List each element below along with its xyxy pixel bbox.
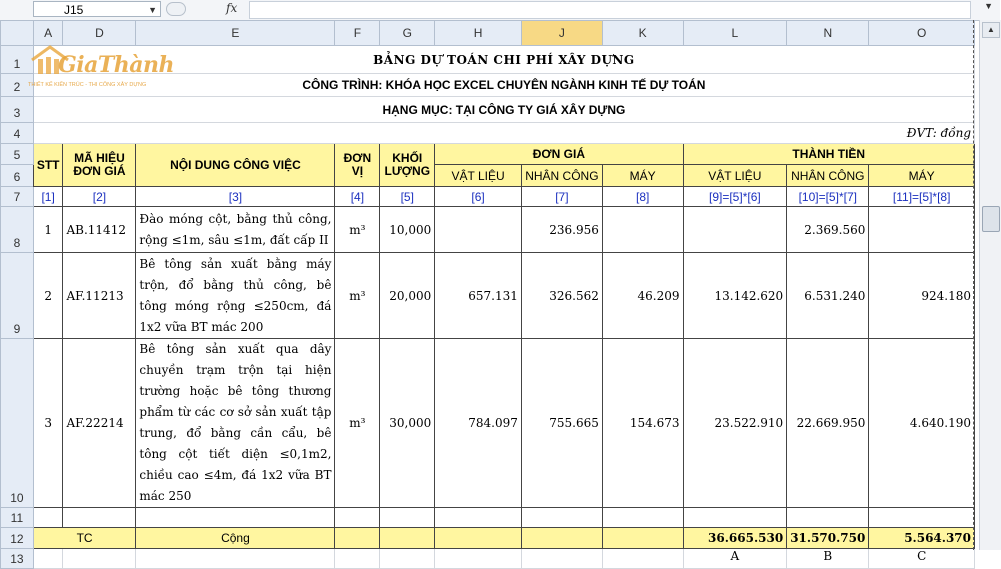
empty-total-cell[interactable] (602, 528, 683, 549)
cell-quantity[interactable]: 20,000 (380, 253, 435, 339)
column-header[interactable]: K (602, 21, 683, 46)
vertical-scrollbar[interactable] (979, 20, 1001, 550)
empty-total-cell[interactable] (380, 528, 435, 549)
empty-cell[interactable] (869, 508, 975, 528)
work-item-name[interactable]: HẠNG MỤC: TẠI CÔNG TY GIÁ XÂY DỰNG (33, 97, 974, 123)
empty-cell[interactable] (521, 508, 602, 528)
formula-input[interactable] (249, 1, 971, 19)
total-machine[interactable]: 5.564.370 (869, 528, 975, 549)
empty-cell[interactable] (33, 549, 63, 569)
footer-letter-a[interactable]: A (683, 549, 787, 569)
row-header[interactable]: 1 (1, 46, 34, 74)
name-box[interactable] (33, 1, 161, 17)
empty-cell[interactable] (136, 549, 335, 569)
cell-reference: J15 (64, 3, 84, 17)
worksheet-table (0, 20, 975, 569)
empty-cell[interactable] (63, 508, 136, 528)
empty-total-cell[interactable] (435, 528, 522, 549)
cell-code[interactable]: AF.11213 (63, 253, 136, 339)
cell-price-material[interactable]: 784.097 (435, 339, 522, 508)
empty-cell[interactable] (602, 549, 683, 569)
cell-price-machine[interactable]: 46.209 (602, 253, 683, 339)
total-label[interactable]: TC (33, 528, 136, 549)
cell-description[interactable]: Bê tông sản xuất bằng máy trộn, đổ bằng thủ công, bê tông móng rộng ≤250cm, đá 1x2 vữa BT mác 200 (136, 253, 335, 339)
row-header[interactable]: 3 (1, 97, 34, 123)
cell-code[interactable]: AF.22214 (63, 339, 136, 508)
cell-stt[interactable]: 3 (33, 339, 63, 508)
index-cell[interactable]: [11]=[5]*[8] (869, 187, 975, 207)
index-cell[interactable]: [9]=[5]*[6] (683, 187, 787, 207)
index-cell[interactable]: [10]=[5]*[7] (787, 187, 869, 207)
cell-amount-labor[interactable]: 22.669.950 (787, 339, 869, 508)
formula-bar (0, 0, 1000, 21)
cell-price-machine[interactable]: 154.673 (602, 339, 683, 508)
column-header[interactable]: O (869, 21, 975, 46)
header-price-labor[interactable]: NHÂN CÔNG (521, 165, 602, 187)
cell-stt[interactable]: 2 (33, 253, 63, 339)
sheet-title[interactable]: BẢNG DỰ TOÁN CHI PHÍ XÂY DỰNG (33, 46, 974, 74)
formula-splitter[interactable] (166, 2, 186, 16)
empty-cell[interactable] (33, 508, 63, 528)
row-header[interactable]: 11 (1, 508, 34, 528)
column-header[interactable]: E (136, 21, 335, 46)
empty-total-cell[interactable] (335, 528, 380, 549)
cell-price-material[interactable]: 657.131 (435, 253, 522, 339)
header-unit-price[interactable]: ĐƠN GIÁ (435, 144, 683, 165)
cell-description[interactable]: Đào móng cột, bằng thủ công, rộng ≤1m, sâu ≤1m, đất cấp II (136, 207, 335, 253)
cell-price-material[interactable] (435, 207, 522, 253)
insert-function-icon[interactable]: fx (226, 1, 238, 15)
cell-amount-labor[interactable]: 6.531.240 (787, 253, 869, 339)
column-header[interactable]: F (335, 21, 380, 46)
footer-letter-c[interactable]: C (869, 549, 975, 569)
index-cell[interactable]: [3] (136, 187, 335, 207)
logo-tagline: THIẾT KẾ KIẾN TRÚC - THI CÔNG XÂY DỰNG (28, 82, 147, 88)
cell-amount-material[interactable]: 13.142.620 (683, 253, 787, 339)
cell-amount-material[interactable]: 23.522.910 (683, 339, 787, 508)
empty-cell[interactable] (435, 549, 522, 569)
header-amount[interactable]: THÀNH TIỀN (683, 144, 974, 165)
index-cell[interactable]: [5] (380, 187, 435, 207)
scroll-thumb[interactable] (982, 206, 1000, 232)
cell-quantity[interactable]: 30,000 (380, 339, 435, 508)
select-all-corner[interactable] (1, 21, 34, 46)
column-header[interactable]: A (33, 21, 63, 46)
cell-amount-machine[interactable]: 4.640.190 (869, 339, 975, 508)
header-quantity[interactable]: KHỐI LƯỢNG (380, 144, 435, 187)
footer-letter-b[interactable]: B (787, 549, 869, 569)
row-header[interactable]: 9 (1, 253, 34, 339)
expand-formula-bar-icon[interactable]: ▼ (984, 1, 993, 11)
index-cell[interactable]: [2] (63, 187, 136, 207)
scroll-up-icon[interactable]: ▲ (982, 22, 1000, 38)
header-amount-machine[interactable]: MÁY (869, 165, 975, 187)
header-stt[interactable]: STT (33, 144, 63, 187)
cell-price-labor[interactable]: 236.956 (521, 207, 602, 253)
unit-note[interactable]: ĐVT: đồng (33, 123, 974, 144)
row-header[interactable]: 7 (1, 187, 34, 207)
total-text[interactable]: Cộng (136, 528, 335, 549)
index-cell[interactable]: [7] (521, 187, 602, 207)
empty-cell[interactable] (683, 508, 787, 528)
cell-unit[interactable]: m³ (335, 253, 380, 339)
cell-price-labor[interactable]: 326.562 (521, 253, 602, 339)
index-cell[interactable]: [8] (602, 187, 683, 207)
empty-cell[interactable] (602, 508, 683, 528)
index-cell[interactable]: [6] (435, 187, 522, 207)
row-header[interactable]: 2 (1, 74, 34, 97)
column-header[interactable]: G (380, 21, 435, 46)
row-header[interactable]: 10 (1, 339, 34, 508)
cell-amount-labor[interactable]: 2.369.560 (787, 207, 869, 253)
index-cell[interactable]: [1] (33, 187, 63, 207)
empty-cell[interactable] (435, 508, 522, 528)
row-header[interactable]: 12 (1, 528, 34, 549)
project-name[interactable]: CÔNG TRÌNH: KHÓA HỌC EXCEL CHUYÊN NGÀNH KINH TẾ DỰ TOÁN (33, 74, 974, 97)
empty-cell[interactable] (63, 549, 136, 569)
row-header[interactable]: 4 (1, 123, 34, 144)
header-price-machine[interactable]: MÁY (602, 165, 683, 187)
total-labor[interactable]: 31.570.750 (787, 528, 869, 549)
column-header[interactable]: N (787, 21, 869, 46)
brand-logo (28, 44, 175, 94)
empty-cell[interactable] (335, 508, 380, 528)
cell-price-labor[interactable]: 755.665 (521, 339, 602, 508)
empty-cell[interactable] (380, 549, 435, 569)
cell-price-machine[interactable] (602, 207, 683, 253)
spreadsheet-grid[interactable] (0, 20, 975, 566)
empty-cell[interactable] (136, 508, 335, 528)
header-content[interactable]: NỘI DUNG CÔNG VIỆC (136, 144, 335, 187)
row-header[interactable]: 5 (1, 144, 34, 165)
cell-amount-machine[interactable]: 924.180 (869, 253, 975, 339)
column-header-selected[interactable]: J (521, 21, 602, 46)
row-header[interactable]: 13 (1, 549, 34, 569)
empty-cell[interactable] (521, 549, 602, 569)
empty-total-cell[interactable] (521, 528, 602, 549)
empty-cell[interactable] (787, 508, 869, 528)
cell-amount-material[interactable] (683, 207, 787, 253)
page-break-line (973, 20, 974, 550)
cell-quantity[interactable]: 10,000 (380, 207, 435, 253)
column-header[interactable]: H (435, 21, 522, 46)
cell-stt[interactable]: 1 (33, 207, 63, 253)
header-amount-material[interactable]: VẬT LIỆU (683, 165, 787, 187)
total-material[interactable]: 36.665.530 (683, 528, 787, 549)
column-header[interactable]: D (63, 21, 136, 46)
empty-cell[interactable] (335, 549, 380, 569)
cell-description[interactable]: Bê tông sản xuất qua dây chuyền trạm trộn tại hiện trường hoặc bê tông thương phẩm từ các cơ sở sản xuất tập trung, đổ bằng cần cẩu, bê tông cột tiết diện ≤0,1m2, chiều cao ≤4m, đá 1x2 vữa BT mác 250 (136, 339, 335, 508)
cell-unit[interactable]: m³ (335, 207, 380, 253)
chevron-down-icon[interactable]: ▼ (148, 5, 157, 15)
cell-code[interactable]: AB.11412 (63, 207, 136, 253)
column-header[interactable]: L (683, 21, 787, 46)
index-cell[interactable]: [4] (335, 187, 380, 207)
cell-amount-machine[interactable] (869, 207, 975, 253)
header-amount-labor[interactable]: NHÂN CÔNG (787, 165, 869, 187)
cell-unit[interactable]: m³ (335, 339, 380, 508)
header-unit[interactable]: ĐƠN VỊ (335, 144, 380, 187)
empty-cell[interactable] (380, 508, 435, 528)
header-price-material[interactable]: VẬT LIỆU (435, 165, 522, 187)
row-header[interactable]: 8 (1, 207, 34, 253)
logo-text: GiaThành (58, 52, 175, 78)
row-header[interactable]: 6 (1, 165, 34, 187)
header-code[interactable]: MÃ HIỆU ĐƠN GIÁ (63, 144, 136, 187)
